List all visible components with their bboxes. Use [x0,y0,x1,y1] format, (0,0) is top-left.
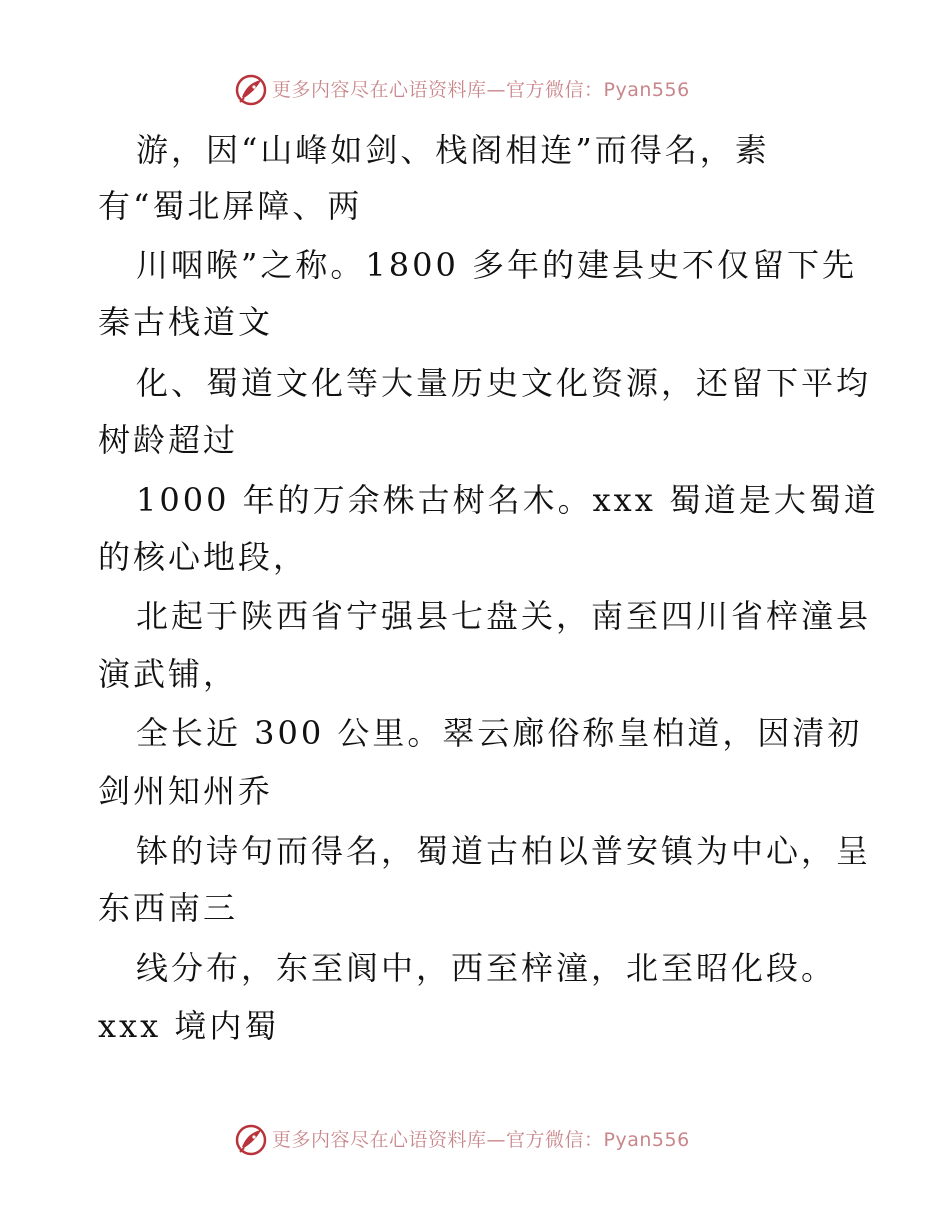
pen-nib-logo-icon [234,1123,268,1157]
header-banner-title: 更多内容尽在心语资料库 [272,79,487,101]
body-line: 剑州知州乔 [98,772,274,810]
body-line: 北起于陕西省宁强县七盘关，南至四川省梓潼县 [136,597,872,635]
body-line: 钵的诗句而得名，蜀道古柏以普安镇为中心，呈 [136,832,872,870]
footer-wechat-id: Pyan556 [603,1129,690,1151]
body-line: 有“蜀北屏障、两 [98,187,363,225]
footer-banner-text [272,1126,690,1154]
footer-wechat-label: 官方微信： [506,1129,604,1151]
body-line: xxx 境内蜀 [98,1007,280,1045]
body-line: 川咽喉”之称。1800 多年的建县史不仅留下先 [136,246,857,284]
header-wechat-label: 官方微信： [506,79,604,101]
footer-banner [0,1120,950,1160]
body-line: 的核心地段， [98,538,309,576]
body-line: 线分布，东至阆中，西至梓潼，北至昭化段。 [136,949,837,987]
header-wechat-id: Pyan556 [603,79,690,101]
body-line: 秦古栈道文 [98,303,274,341]
body-line: 演武铺， [98,655,239,693]
footer-banner-separator: — [486,1129,507,1151]
body-line: 东西南三 [98,889,239,927]
body-line: 树龄超过 [98,421,239,459]
body-line: 全长近 300 公里。翠云廊俗称皇柏道，因清初 [136,714,863,752]
header-banner-separator: — [486,79,507,101]
body-line: 化、蜀道文化等大量历史文化资源，还留下平均 [136,364,872,402]
footer-banner-title: 更多内容尽在心语资料库 [272,1129,487,1151]
body-line: 1000 年的万余株古树名木。xxx 蜀道是大蜀道 [136,481,879,519]
body-line: 游，因“山峰如剑、栈阁相连”而得名，素 [136,131,770,169]
